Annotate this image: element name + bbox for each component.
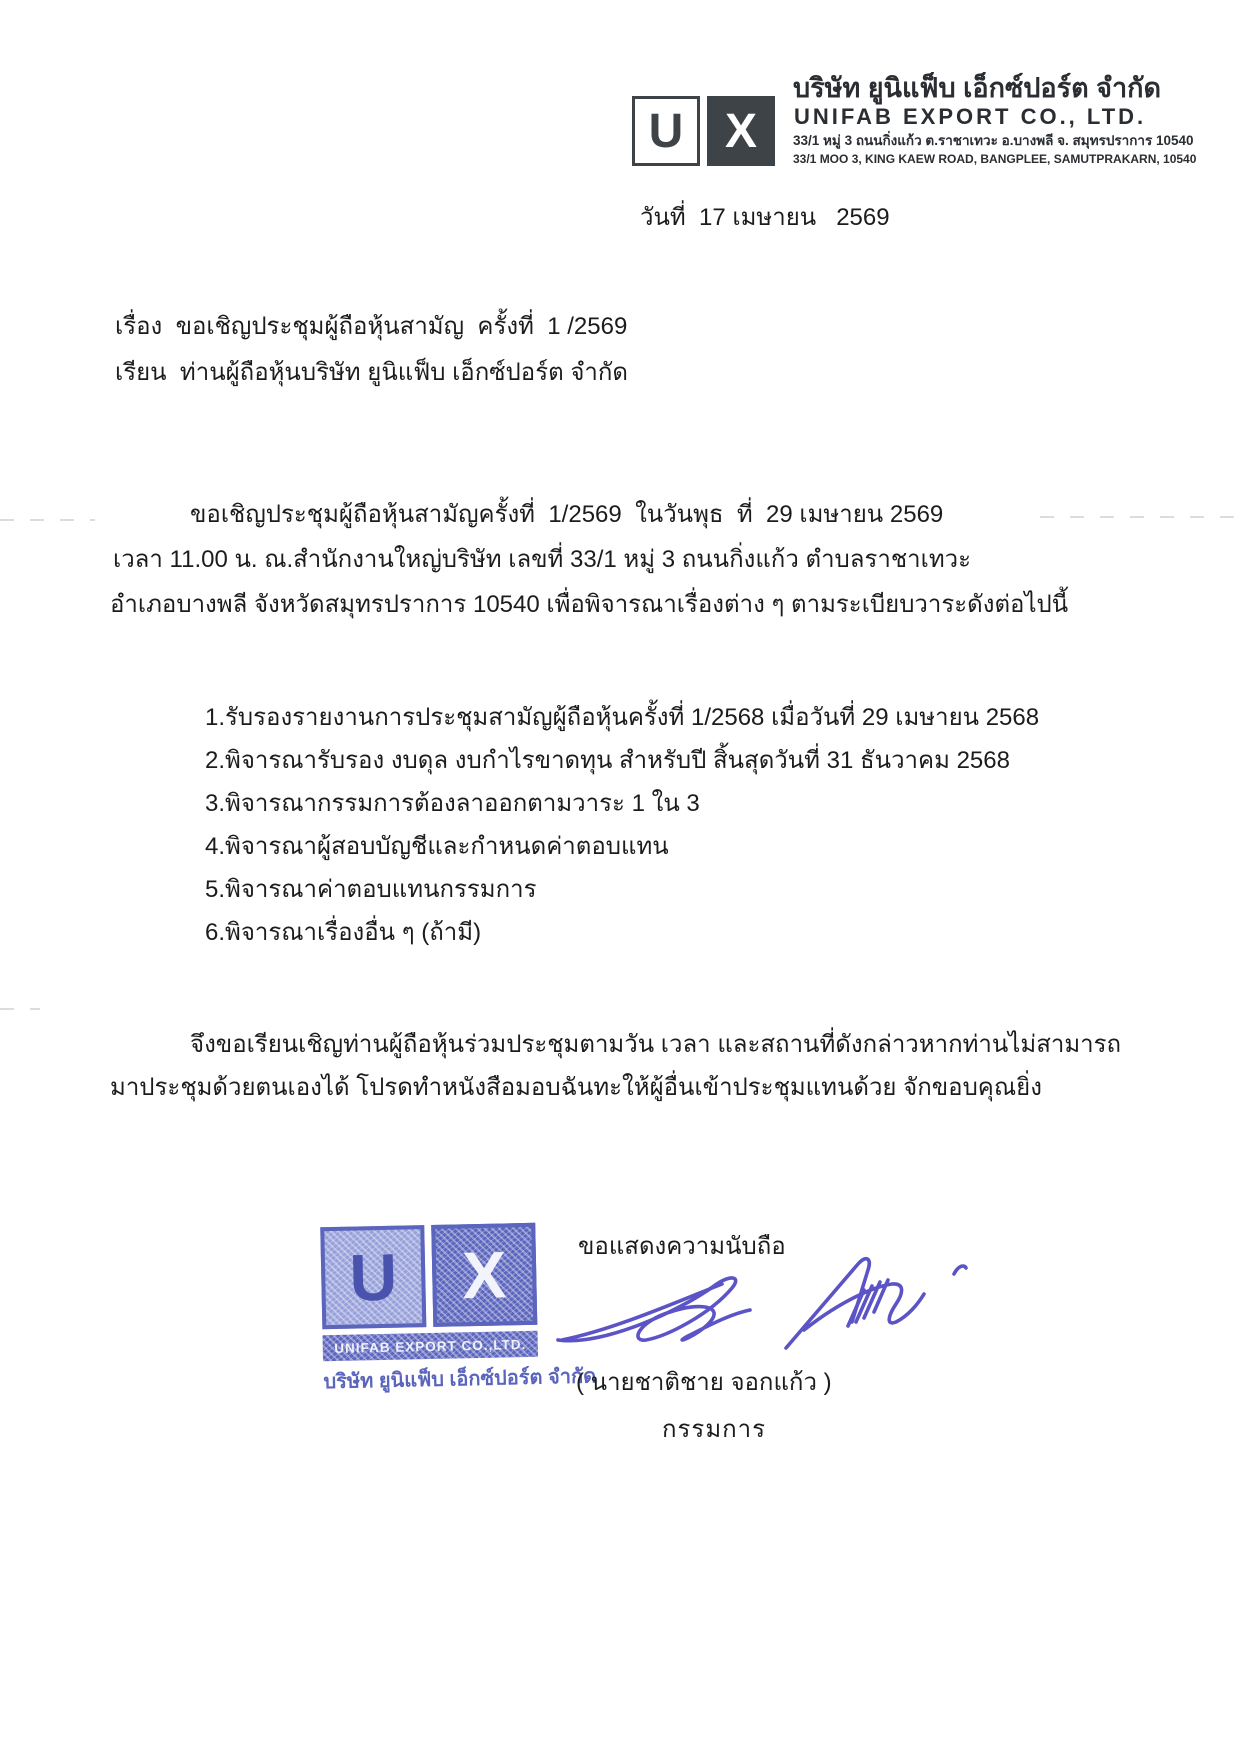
scan-artifact	[1040, 516, 1241, 518]
scan-artifact	[0, 1008, 40, 1010]
body-line: ขอเชิญประชุมผู้ถือหุ้นสามัญครั้งที่ 1/2569 ในวันพุธ ที่ 29 เมษายน 2569	[190, 501, 944, 528]
agenda-item: 2.พิจารณารับรอง งบดุล งบกำไรขาดทุน สำหรับปี สิ้นสุดวันที่ 31 ธันวาคม 2568	[205, 747, 1010, 774]
company-name-english: UNIFAB EXPORT CO., LTD.	[794, 104, 1147, 129]
agenda-item: 1.รับรองรายงานการประชุมสามัญผู้ถือหุ้นครั้งที่ 1/2568 เมื่อวันที่ 29 เมษายน 2568	[205, 704, 1040, 731]
closing-line: จึงขอเรียนเชิญท่านผู้ถือหุ้นร่วมประชุมตามวัน เวลา และสถานที่ดังกล่าวหากท่านไม่สามารถ	[190, 1031, 1122, 1058]
subject-line: เรื่อง ขอเชิญประชุมผู้ถือหุ้นสามัญ ครั้งที่ 1 /2569	[115, 313, 628, 340]
logo-x-icon: X	[707, 96, 775, 166]
stamp-logo-x-icon: X	[431, 1223, 537, 1327]
logo-u-icon: U	[632, 96, 700, 166]
agenda-item: 3.พิจารณากรรมการต้องลาออกตามวาระ 1 ใน 3	[205, 790, 700, 817]
handwritten-signature	[552, 1248, 992, 1378]
agenda-item: 6.พิจารณาเรื่องอื่น ๆ (ถ้ามี)	[205, 919, 482, 946]
salutation-line: ขอแสดงความนับถือ	[578, 1233, 786, 1260]
agenda-item: 5.พิจารณาค่าตอบแทนกรรมการ	[205, 876, 537, 903]
scan-artifact	[0, 519, 95, 521]
company-address-english: 33/1 MOO 3, KING KAEW ROAD, BANGPLEE, SAMUTPRAKARN, 10540	[793, 152, 1197, 166]
closing-line: มาประชุมด้วยตนเองได้ โปรดทำหนังสือมอบฉันทะให้ผู้อื่นเข้าประชุมแทนด้วย จักขอบคุณยิ่ง	[110, 1074, 1042, 1101]
body-line: เวลา 11.00 น. ณ.สำนักงานใหญ่บริษัท เลขที่ 33/1 หมู่ 3 ถนนกิ่งแก้ว ตำบลราชาเทวะ	[113, 546, 972, 573]
date-line: วันที่ 17 เมษายน 2569	[640, 204, 890, 231]
signer-name: ( นายชาติชาย จอกแก้ว )	[576, 1369, 832, 1396]
signer-title: กรรมการ	[662, 1416, 767, 1443]
company-address-thai: 33/1 หมู่ 3 ถนนกิ่งแก้ว ต.ราชาเทวะ อ.บางพลี จ. สมุทรปราการ 10540	[793, 133, 1194, 148]
company-logo	[632, 96, 775, 166]
stamp-logo-u-icon: U	[320, 1225, 426, 1329]
company-stamp	[320, 1223, 597, 1397]
recipient-line: เรียน ท่านผู้ถือหุ้นบริษัท ยูนิแฟ็บ เอ็กซ์ปอร์ต จำกัด	[115, 359, 628, 386]
agenda-item: 4.พิจารณาผู้สอบบัญชีและกำหนดค่าตอบแทน	[205, 833, 669, 860]
company-name-thai: บริษัท ยูนิแฟ็บ เอ็กซ์ปอร์ต จำกัด	[793, 73, 1162, 103]
stamp-company-english: UNIFAB EXPORT CO.,LTD.	[323, 1331, 538, 1361]
body-line: อำเภอบางพลี จังหวัดสมุทรปราการ 10540 เพื่อพิจารณาเรื่องต่าง ๆ ตามระเบียบวาระดังต่อไปนี้	[110, 591, 1069, 618]
stamp-company-thai: บริษัท ยูนิแฟ็บ เอ็กซ์ปอร์ต จำกัด	[323, 1365, 597, 1394]
